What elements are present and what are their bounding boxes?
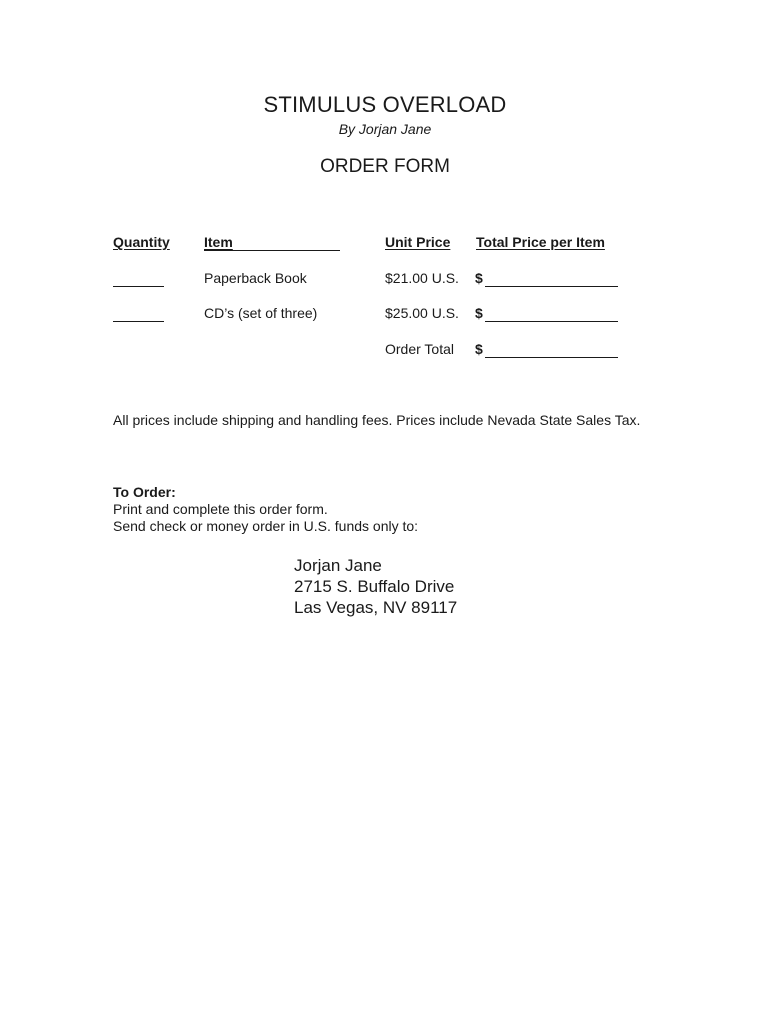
header-quantity: Quantity <box>113 234 170 250</box>
document-title: STIMULUS OVERLOAD <box>263 92 507 117</box>
unit-price-cds: $25.00 U.S. <box>385 305 459 321</box>
order-total-field[interactable] <box>485 357 618 358</box>
total-field-paperback[interactable] <box>485 286 618 287</box>
pricing-note: All prices include shipping and handling fees. Prices include Nevada State Sales Tax. <box>113 412 641 428</box>
address-city: Las Vegas, NV 89117 <box>294 598 458 617</box>
quantity-field-cds[interactable] <box>113 321 164 322</box>
order-instruction: Print and complete this order form. <box>113 501 328 517</box>
item-cds: CD’s (set of three) <box>204 305 318 321</box>
author-byline: By Jorjan Jane <box>338 121 432 137</box>
currency-sign: $ <box>475 270 483 286</box>
header-item <box>204 234 340 251</box>
header-item-label: Item <box>204 234 233 250</box>
total-field-cds[interactable] <box>485 321 618 322</box>
order-total-label: Order Total <box>385 341 454 357</box>
item-paperback-book: Paperback Book <box>204 270 307 286</box>
quantity-field-paperback[interactable] <box>113 286 164 287</box>
header-total-price: Total Price per Item <box>476 234 605 250</box>
to-order-heading: To Order: <box>113 484 176 500</box>
address-street: 2715 S. Buffalo Drive <box>294 577 455 596</box>
currency-sign: $ <box>475 305 483 321</box>
currency-sign: $ <box>475 341 483 357</box>
order-instruction: Send check or money order in U.S. funds only to: <box>113 518 419 534</box>
form-title: ORDER FORM <box>320 156 450 177</box>
unit-price-paperback: $21.00 U.S. <box>385 270 459 286</box>
header-unit-price: Unit Price <box>385 234 451 250</box>
address-name: Jorjan Jane <box>294 556 382 575</box>
